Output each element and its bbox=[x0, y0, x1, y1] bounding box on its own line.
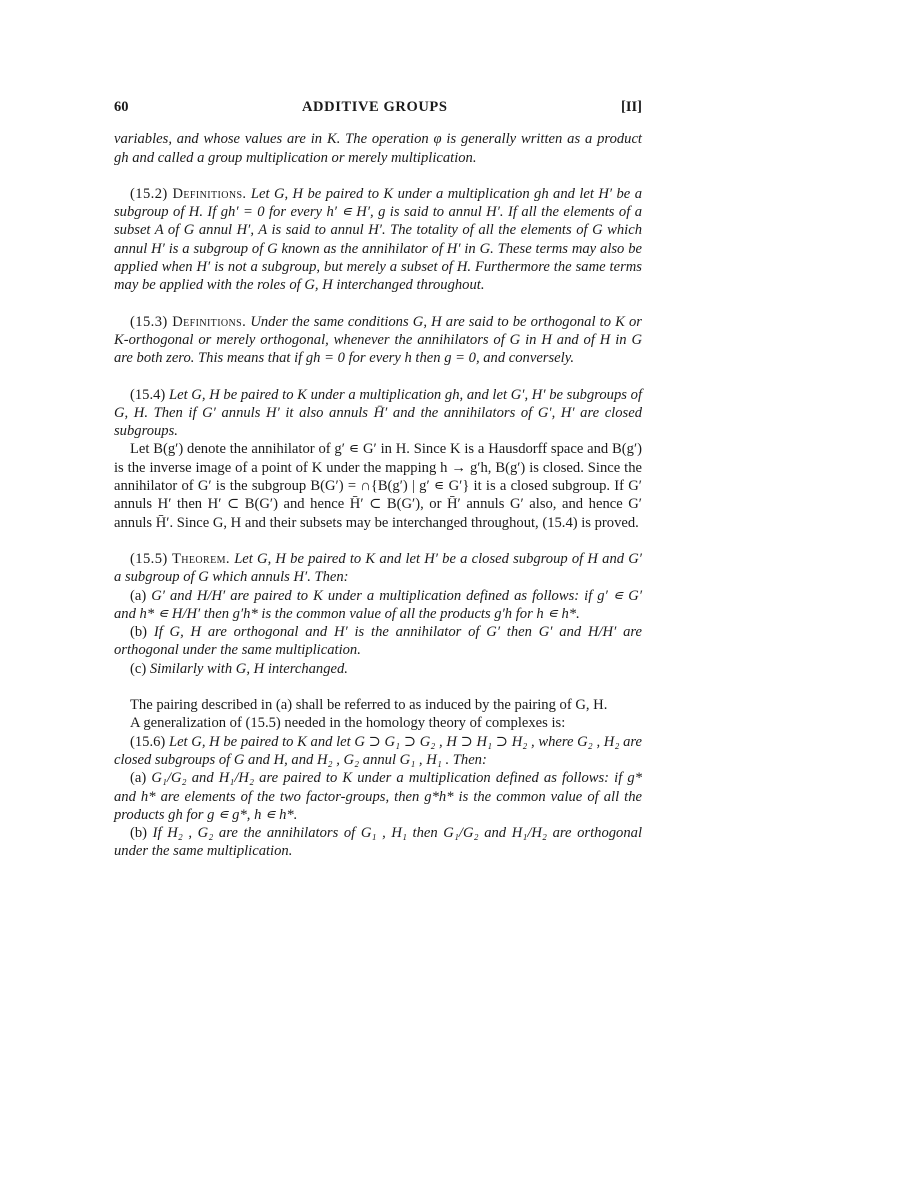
intro-text: A generalization of (15.5) needed in the homology theory of complexes is: bbox=[130, 715, 566, 732]
proposition-label: (15.4) bbox=[130, 386, 166, 403]
proof-text: Let B(g′) denote the annihilator of g′ ∊ G′ in H. Since K is a Hausdorff space and B(g′) is the inverse image of a point of K under the mapping h → g′h, B(g′) is closed. Since the annihilator of G′ is the subgroup B(G′) = ∩{B(g′) | g′ ∊ G′} it is a closed subgroup. If G′ annuls H′ then H′ ⊂ B(G′) and hence H̄′ ⊂ B(G′), or H̄′ annuls G′ also, and hence G′ annuls H̄′. Since G, H and their subsets may be interchanged throughout, (15.4) is proved. bbox=[114, 441, 642, 531]
paragraph-gap bbox=[114, 167, 642, 185]
part-label: (c) bbox=[130, 660, 147, 677]
paragraph-gap bbox=[114, 678, 642, 696]
book-page bbox=[114, 98, 642, 861]
theorem-label: (15.5) Theorem. bbox=[130, 550, 230, 567]
part-label: (b) bbox=[130, 624, 148, 641]
generalization-intro bbox=[114, 714, 642, 732]
part-text: G₁/G₂ and H₁/H₂ are paired to K under a multiplication defined as follows: if g* and h* are elements of the two factor-groups, then g*h* is the common value of all the products gh for g ∊ g*, h ∊ h*. bbox=[114, 770, 643, 823]
paragraph-gap bbox=[114, 295, 642, 313]
theorem-part-b bbox=[114, 623, 642, 660]
part-label: (a) bbox=[130, 770, 147, 787]
page-number: 60 bbox=[114, 99, 129, 115]
definition-15-2 bbox=[114, 185, 642, 295]
section-mark: [II] bbox=[621, 99, 642, 115]
proposition-text: Let G, H be paired to K under a multiplication gh, and let G′, H′ be subgroups of G, H. Then if G′ annuls H′ it also annuls H̄′ and the annihilators of G′, H′ are closed subgroups. bbox=[114, 386, 643, 440]
theorem-label: (15.6) bbox=[130, 733, 166, 750]
page-header bbox=[114, 98, 642, 116]
paragraph-text: variables, and whose values are in K. The operation φ is generally written as a product gh and called a group multiplication or merely multiplication. bbox=[114, 131, 642, 166]
running-title: ADDITIVE GROUPS bbox=[301, 99, 448, 115]
theorem-part-c bbox=[114, 660, 642, 678]
proof-15-4 bbox=[114, 440, 642, 531]
definition-label: (15.3) Definitions. bbox=[130, 313, 247, 330]
paragraph-gap bbox=[114, 532, 642, 550]
part-text: If G, H are orthogonal and H′ is the annihilator of G′ then G′ and H/H′ are orthogonal under the same multiplication. bbox=[114, 624, 642, 659]
part-text: G′ and H/H′ are paired to K under a multiplication defined as follows: if g′ ∊ G′ and h* ∊ H/H′ then g′h* is the common value of all the products g′h for h ∊ h*. bbox=[114, 587, 643, 622]
part-label: (b) bbox=[130, 825, 148, 842]
definition-15-3 bbox=[114, 313, 642, 368]
part-text: Similarly with G, H interchanged. bbox=[149, 660, 348, 677]
proposition-15-4 bbox=[114, 386, 642, 441]
definition-text: Let G, H be paired to K under a multiplication gh and let H′ be a subgroup of H. If gh′ = 0 for every h′ ∊ H′, g is said to annul H′. If all the elements of a subset A of G annul H′, A is said to annul H′. The totality of all the elements of G which annul H′ is a subgroup of G known as the annihilator of H′ in G. These terms may also be applied when H′ is not a subgroup, but merely a subset of H. Furthermore the same terms may be applied with the roles of G, H interchanged throughout. bbox=[114, 185, 642, 294]
paragraph-continuation bbox=[114, 130, 642, 167]
theorem-15-6 bbox=[114, 733, 642, 770]
theorem-15-5 bbox=[114, 550, 642, 587]
paragraph-gap bbox=[114, 368, 642, 386]
theorem-part-a bbox=[114, 587, 642, 624]
definition-text: Under the same conditions G, H are said to be orthogonal to K or K-orthogonal or merely orthogonal, whenever the annihilators of G in H and of H in G are both zero. This means that if gh = 0 for every h then g = 0, and conversely. bbox=[114, 313, 642, 367]
theorem-text: Let G, H be paired to K and let H′ be a closed subgroup of H and G′ a subgroup of G which annuls H′. Then: bbox=[114, 550, 642, 586]
remark-text: The pairing described in (a) shall be referred to as induced by the pairing of G, H. bbox=[130, 697, 608, 714]
theorem-15-6-part-a bbox=[114, 769, 642, 824]
definition-label: (15.2) Definitions. bbox=[130, 185, 247, 202]
theorem-15-6-part-b bbox=[114, 824, 642, 861]
part-text: If H₂ , G₂ are the annihilators of G₁ , H₁ then G₁/G₂ and H₁/H₂ are orthogonal under the same multiplication. bbox=[114, 825, 642, 860]
part-label: (a) bbox=[130, 587, 147, 604]
remark-induced-pairing bbox=[114, 696, 642, 714]
theorem-text: Let G, H be paired to K and let G ⊃ G₁ ⊃ G₂ , H ⊃ H₁ ⊃ H₂ , where G₂ , H₂ are closed subgroups of G and H, and H₂ , G₂ annul G₁ , H₁ . Then: bbox=[114, 733, 642, 768]
